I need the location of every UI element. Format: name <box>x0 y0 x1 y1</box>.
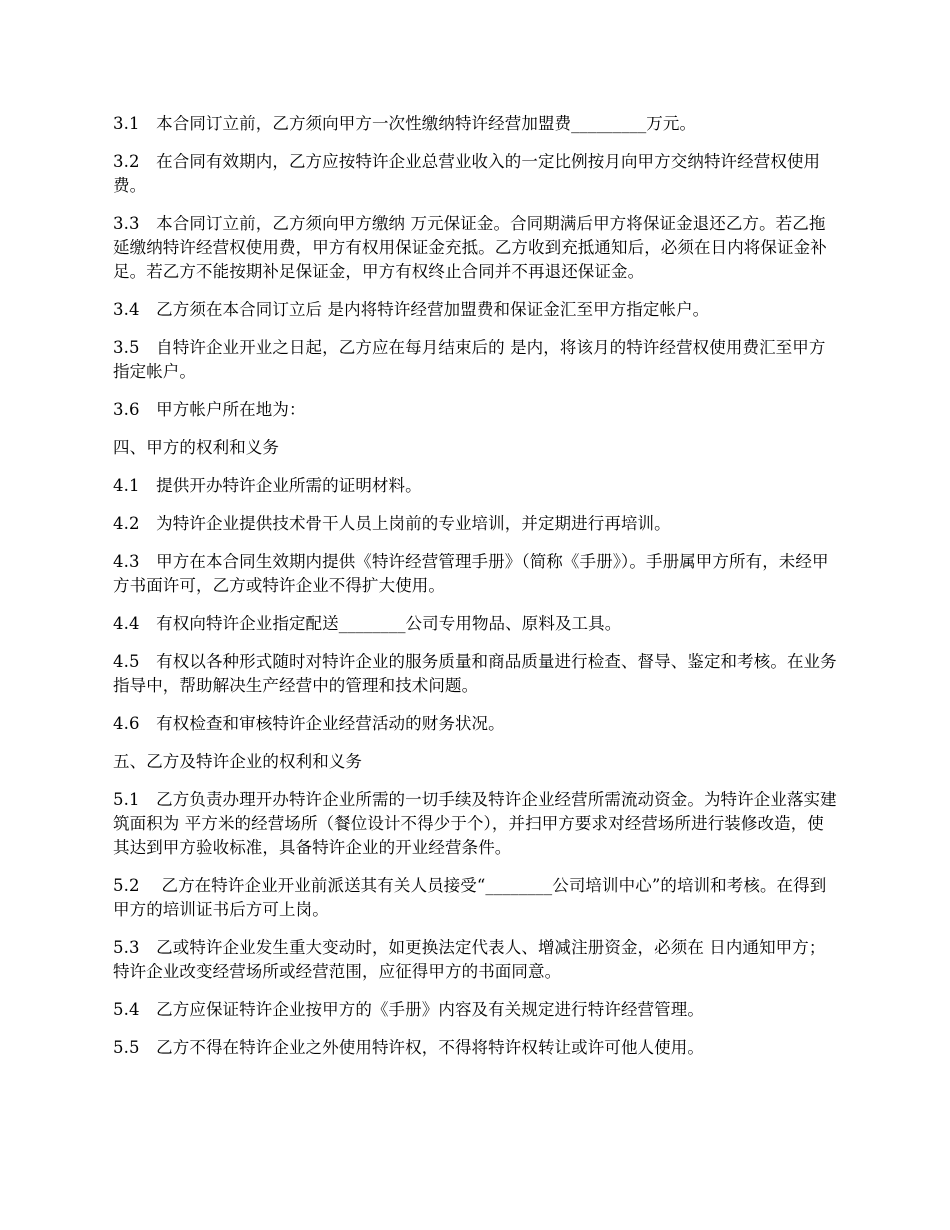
clause-4-1: 4.1 提供开办特许企业所需的证明材料。 <box>113 476 422 495</box>
clause-4-5: 4.5 有权以各种形式随时对特许企业的服务质量和商品质量进行检查、督导、鉴定和考核。在业务指导中，帮助解决生产经营中的管理和技术问题。 <box>113 652 837 695</box>
clause-4-4: 4.4 有权向特许企业指定配送________公司专用物品、原料及工具。 <box>113 614 622 633</box>
clause-5-4: 5.4 乙方应保证特许企业按甲方的《手册》内容及有关规定进行特许经营管理。 <box>113 1000 704 1019</box>
clause-4-2: 4.2 为特许企业提供技术骨干人员上岗前的专业培训，并定期进行再培训。 <box>113 514 671 533</box>
clause-5-3: 5.3 乙或特许企业发生重大变动时，如更换法定代表人、增减注册资金，必须在 日内通知甲方；特许企业改变经营场所或经营范围，应征得甲方的书面同意。 <box>113 938 826 981</box>
clause-5-1: 5.1 乙方负责办理开办特许企业所需的一切手续及特许企业经营所需流动资金。为特许企业落实建筑面积为 平方米的经营场所（餐位设计不得少于个），并扫甲方要求对经营场所进行装修改造，使其达到甲方验收标准，具备特许企业的开业经营条件。 <box>113 790 837 857</box>
section-heading-5: 五、乙方及特许企业的权利和义务 <box>113 752 362 771</box>
clause-3-6: 3.6 甲方帐户所在地为： <box>113 400 306 419</box>
clause-3-2: 3.2 在合同有效期内，乙方应按特许企业总营业收入的一定比例按月向甲方交纳特许经营权使用费。 <box>113 152 821 195</box>
clause-3-1: 3.1 本合同订立前，乙方须向甲方一次性缴纳特许经营加盟费_________万元。 <box>113 114 697 133</box>
clause-3-3: 3.3 本合同订立前，乙方须向甲方缴纳 万元保证金。合同期满后甲方将保证金退还乙方。若乙拖延缴纳特许经营权使用费，甲方有权用保证金充抵。乙方收到充抵通知后，必须在日内将保证金补足。若乙方不能按期补足保证金，甲方有权终止合同并不再退还保证金。 <box>113 214 827 281</box>
clause-5-5: 5.5 乙方不得在特许企业之外使用特许权，不得将特许权转让或许可他人使用。 <box>113 1038 704 1057</box>
document-page <box>113 112 838 1074</box>
clause-4-6: 4.6 有权检查和审核特许企业经营活动的财务状况。 <box>113 714 505 733</box>
clause-5-2: 5.2 乙方在特许企业开业前派送其有关人员接受“________公司培训中心”的培训和考核。在得到甲方的培训证书后方可上岗。 <box>113 876 827 919</box>
clause-3-5: 3.5 自特许企业开业之日起，乙方应在每月结束后的 是内，将该月的特许经营权使用费汇至甲方指定帐户。 <box>113 338 826 381</box>
section-heading-4: 四、甲方的权利和义务 <box>113 438 279 457</box>
clause-3-4: 3.4 乙方须在本合同订立后 是内将特许经营加盟费和保证金汇至甲方指定帐户。 <box>113 300 710 319</box>
clause-4-3: 4.3 甲方在本合同生效期内提供《特许经营管理手册》（简称《手册》）。手册属甲方所有，未经甲方书面许可，乙方或特许企业不得扩大使用。 <box>113 552 829 595</box>
